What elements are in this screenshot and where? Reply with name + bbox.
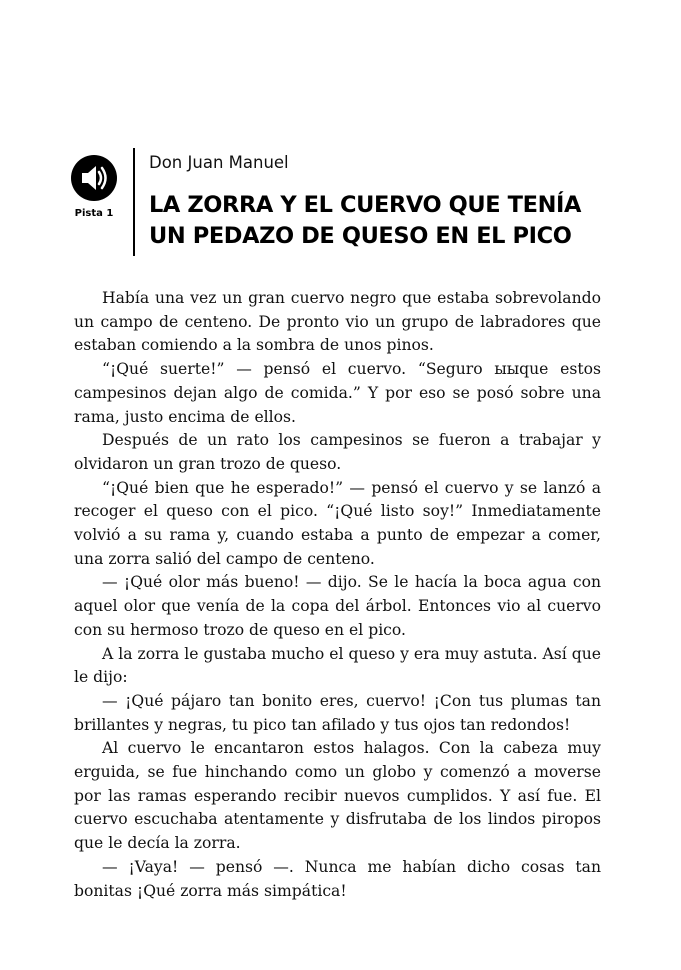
paragraph: Al cuervo le encantaron estos halagos. Con la cabeza muy erguida, se fue hinchando como un globo y comenzó a moverse por las ramas esperando recibir nuevos cumplidos. Y así fue. El cuervo escuchaba atentamente y disfrutaba de los lindos piropos que le decía la zorra.: [74, 739, 601, 853]
story-title: [149, 190, 619, 252]
audio-track-icon[interactable]: [71, 155, 117, 201]
paragraph: — ¡Qué olor más bueno! — dijo. Se le hacía la boca agua con aquel olor que venía de la copa del árbol. Entonces vio al cuervo con su hermoso trozo de queso en el pico.: [74, 573, 601, 639]
paragraph: — ¡Vaya! — pensó —. Nunca me habían dicho cosas tan bonitas ¡Qué zorra más simpática!: [74, 857, 601, 900]
paragraph: Después de un rato los campesinos se fueron a trabajar y olvidaron un gran trozo de queso.: [74, 431, 601, 473]
title-line-2: UN PEDAZO DE QUESO EN EL PICO: [149, 223, 572, 249]
header-divider: [133, 148, 135, 256]
track-label: Pista 1: [74, 208, 114, 219]
speaker-audio-icon: [71, 155, 117, 201]
paragraph: “¡Qué bien que he esperado!” — pensó el cuervo y se lanzó a recoger el queso con el pico. “¡Qué listo soy!” Inmediatamente volvió a su rama y, cuando estaba a punto de empezar a comer, una zorra salió del campo de centeno.: [74, 478, 601, 568]
title-line-1: LA ZORRA Y EL CUERVO QUE TENÍA: [149, 192, 581, 218]
story-body: [74, 287, 601, 903]
paragraph: — ¡Qué pájaro tan bonito eres, cuervo! ¡Con tus plumas tan brillantes y negras, tu pico tan afilado y tus ojos tan redondos!: [74, 691, 601, 734]
paragraph: A la zorra le gustaba mucho el queso y era muy astuta. Así que le dijo:: [74, 644, 601, 687]
paragraph: “¡Qué suerte!” — pensó el cuervo. “Seguro ыыque estos campesinos dejan algo de comida.” Y por eso se posó sobre una rama, justo encima de ellos.: [74, 360, 601, 426]
author-name: Don Juan Manuel: [149, 153, 289, 172]
paragraph: Había una vez un gran cuervo negro que estaba sobrevolando un campo de centeno. De pronto vio un grupo de labradores que estaban comiendo a la sombra de unos pinos.: [74, 289, 601, 355]
